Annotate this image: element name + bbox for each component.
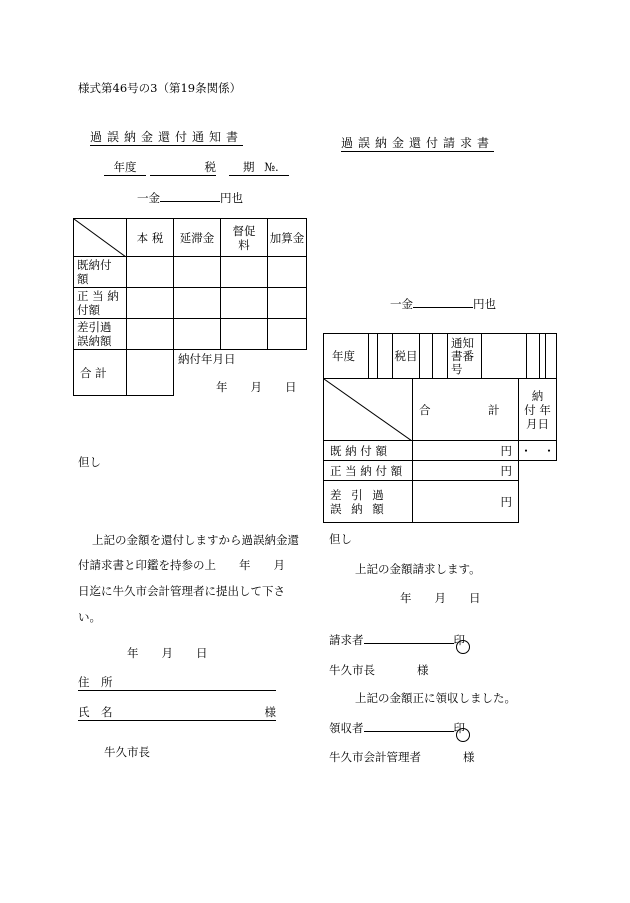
diagonal-cell-right <box>324 379 413 441</box>
request-amount: 一金 円也 <box>390 297 496 311</box>
col-kasankin: 加算金 <box>268 219 307 257</box>
notice-table <box>73 218 307 396</box>
row-sashihiki: 差引過誤納額 <box>74 319 127 350</box>
col-total: 合 計 <box>413 379 519 441</box>
notice-body-4: い。 <box>78 610 101 624</box>
request-table-top <box>323 333 557 379</box>
notice-mayor: 牛久市長 <box>104 745 150 759</box>
cell-year: 年度 <box>324 334 369 379</box>
col-entaikin: 延滞金 <box>174 219 221 257</box>
yen-3: 円 <box>413 481 519 523</box>
notice-amount: 一金 円也 <box>137 191 243 205</box>
col-tokusoku: 督促料 <box>221 219 268 257</box>
treasurer-line: 牛久市会計管理者 様 <box>329 750 475 764</box>
notice-body-3: 日迄に牛久市会計管理者に提出して下さ <box>78 584 285 598</box>
seal-mark-2: 印 <box>453 721 465 735</box>
notice-tax: 税 <box>150 159 216 176</box>
requester-line: 請求者 印 <box>329 633 465 647</box>
address-line: 住 所 <box>78 674 276 691</box>
receiver-line: 領収者 印 <box>329 721 465 735</box>
notice-body-2: 付請求書と印鑑を持参の上 年 月 <box>78 558 285 572</box>
row-kinoufu-right: 既 納 付 額 <box>324 441 413 461</box>
payment-date: 年 月 日 <box>216 380 297 394</box>
request-date: 年 月 日 <box>400 591 481 605</box>
request-text: 上記の金額請求します。 <box>355 562 481 576</box>
row-kinoufu: 既納付額 <box>74 257 127 288</box>
date-dots: ・ ・ <box>519 441 557 461</box>
col-paid-date: 納 付 年月日 <box>519 379 557 441</box>
payment-date-cell <box>174 350 307 396</box>
notice-year: 年度 <box>104 159 146 176</box>
cell-notice-no: 通知書番号 <box>448 334 482 379</box>
notice-tadashi: 但し <box>78 455 101 469</box>
request-mayor-line: 牛久市長 様 <box>329 663 429 677</box>
seal-circle-2 <box>456 728 470 742</box>
request-tadashi: 但し <box>329 532 352 546</box>
seal-mark-1: 印 <box>453 633 465 647</box>
col-honzei: 本 税 <box>127 219 174 257</box>
cell-zeimoku: 税目 <box>393 334 420 379</box>
notice-body-1: 上記の金額を還付しますから過誤納金還 <box>92 533 299 547</box>
row-seitou: 正 当 納付額 <box>74 288 127 319</box>
yen-1: 円 <box>413 441 519 461</box>
form-label: 様式第46号の3（第19条関係） <box>78 81 242 95</box>
row-goukei: 合 計 <box>74 350 127 396</box>
diagonal-cell <box>74 219 127 257</box>
payment-date-label: 納付年月日 <box>178 352 236 366</box>
name-line: 氏 名 様 <box>78 705 276 719</box>
request-title: 過誤納金還付請求書 <box>341 136 495 150</box>
notice-title: 過誤納金還付通知書 <box>90 130 244 144</box>
row-seitou-right: 正 当 納 付 額 <box>324 461 413 481</box>
seal-circle-1 <box>456 640 470 654</box>
request-table-main <box>323 378 557 523</box>
row-sashihiki-right: 差 引 過 誤 納 額 <box>324 481 413 523</box>
received-text: 上記の金額正に領収しました。 <box>355 691 516 705</box>
notice-period: 期 №. <box>229 159 289 176</box>
notice-date: 年 月 日 <box>127 646 208 660</box>
yen-2: 円 <box>413 461 519 481</box>
